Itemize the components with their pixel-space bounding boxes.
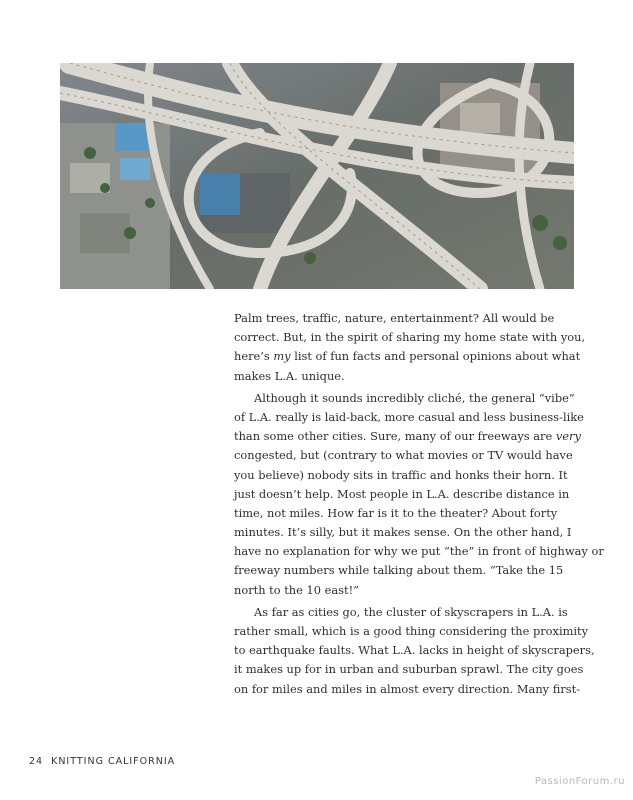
text-line: of L.A. really is laid-back, more casual and less business-like bbox=[234, 409, 584, 424]
text-line: As far as cities go, the cluster of skyscrapers in L.A. is bbox=[254, 604, 568, 619]
text-line: correct. But, in the spirit of sharing my home state with you, bbox=[234, 330, 586, 345]
text-line: it makes up for in urban and suburban sprawl. The city goes bbox=[234, 662, 584, 677]
text-line: than some other cities. Sure, many of our freeways are very bbox=[234, 429, 581, 444]
body-text bbox=[234, 309, 604, 699]
text-line: here’s my list of fun facts and personal opinions about what bbox=[234, 349, 581, 364]
text-line: on for miles and miles in almost every direction. Many first- bbox=[234, 681, 581, 696]
text-line: makes L.A. unique. bbox=[234, 368, 345, 383]
freeway-photo bbox=[60, 63, 574, 289]
paragraph-1 bbox=[234, 309, 586, 386]
text-line: just doesn’t help. Most people in L.A. describe distance in bbox=[234, 486, 570, 501]
book-title: KNITTING CALIFORNIA bbox=[51, 756, 176, 767]
text-line: to earthquake faults. What L.A. lacks in height of skyscrapers, bbox=[234, 643, 595, 658]
text-line: Palm trees, traffic, nature, entertainment? All would be bbox=[234, 311, 555, 325]
paragraph-2 bbox=[234, 389, 604, 600]
paragraph-3 bbox=[234, 603, 595, 699]
text-line: freeway numbers while talking about them. “Take the 15 bbox=[234, 563, 564, 578]
text-line: minutes. It’s silly, but it makes sense. On the other hand, I bbox=[234, 525, 572, 540]
text-line: have no explanation for why we put “the” in front of highway or bbox=[234, 544, 604, 559]
watermark: PassionForum.ru bbox=[534, 776, 625, 787]
emphasis-my: my bbox=[273, 349, 291, 364]
text-line: rather small, which is a good thing considering the proximity bbox=[234, 624, 589, 638]
page-number: 24 bbox=[29, 756, 44, 767]
page-footer bbox=[29, 756, 175, 767]
text-line: Although it sounds incredibly cliché, the general “vibe” bbox=[254, 390, 575, 405]
aerial-freeway-interchange-image bbox=[60, 63, 574, 289]
emphasis-very: very bbox=[555, 429, 581, 444]
text-line: you believe) nobody sits in traffic and honks their horn. It bbox=[234, 467, 568, 482]
text-line: north to the 10 east!” bbox=[234, 582, 359, 597]
text-line: congested, but (contrary to what movies or TV would have bbox=[234, 448, 573, 463]
text-line: time, not miles. How far is it to the theater? About forty bbox=[234, 505, 558, 520]
